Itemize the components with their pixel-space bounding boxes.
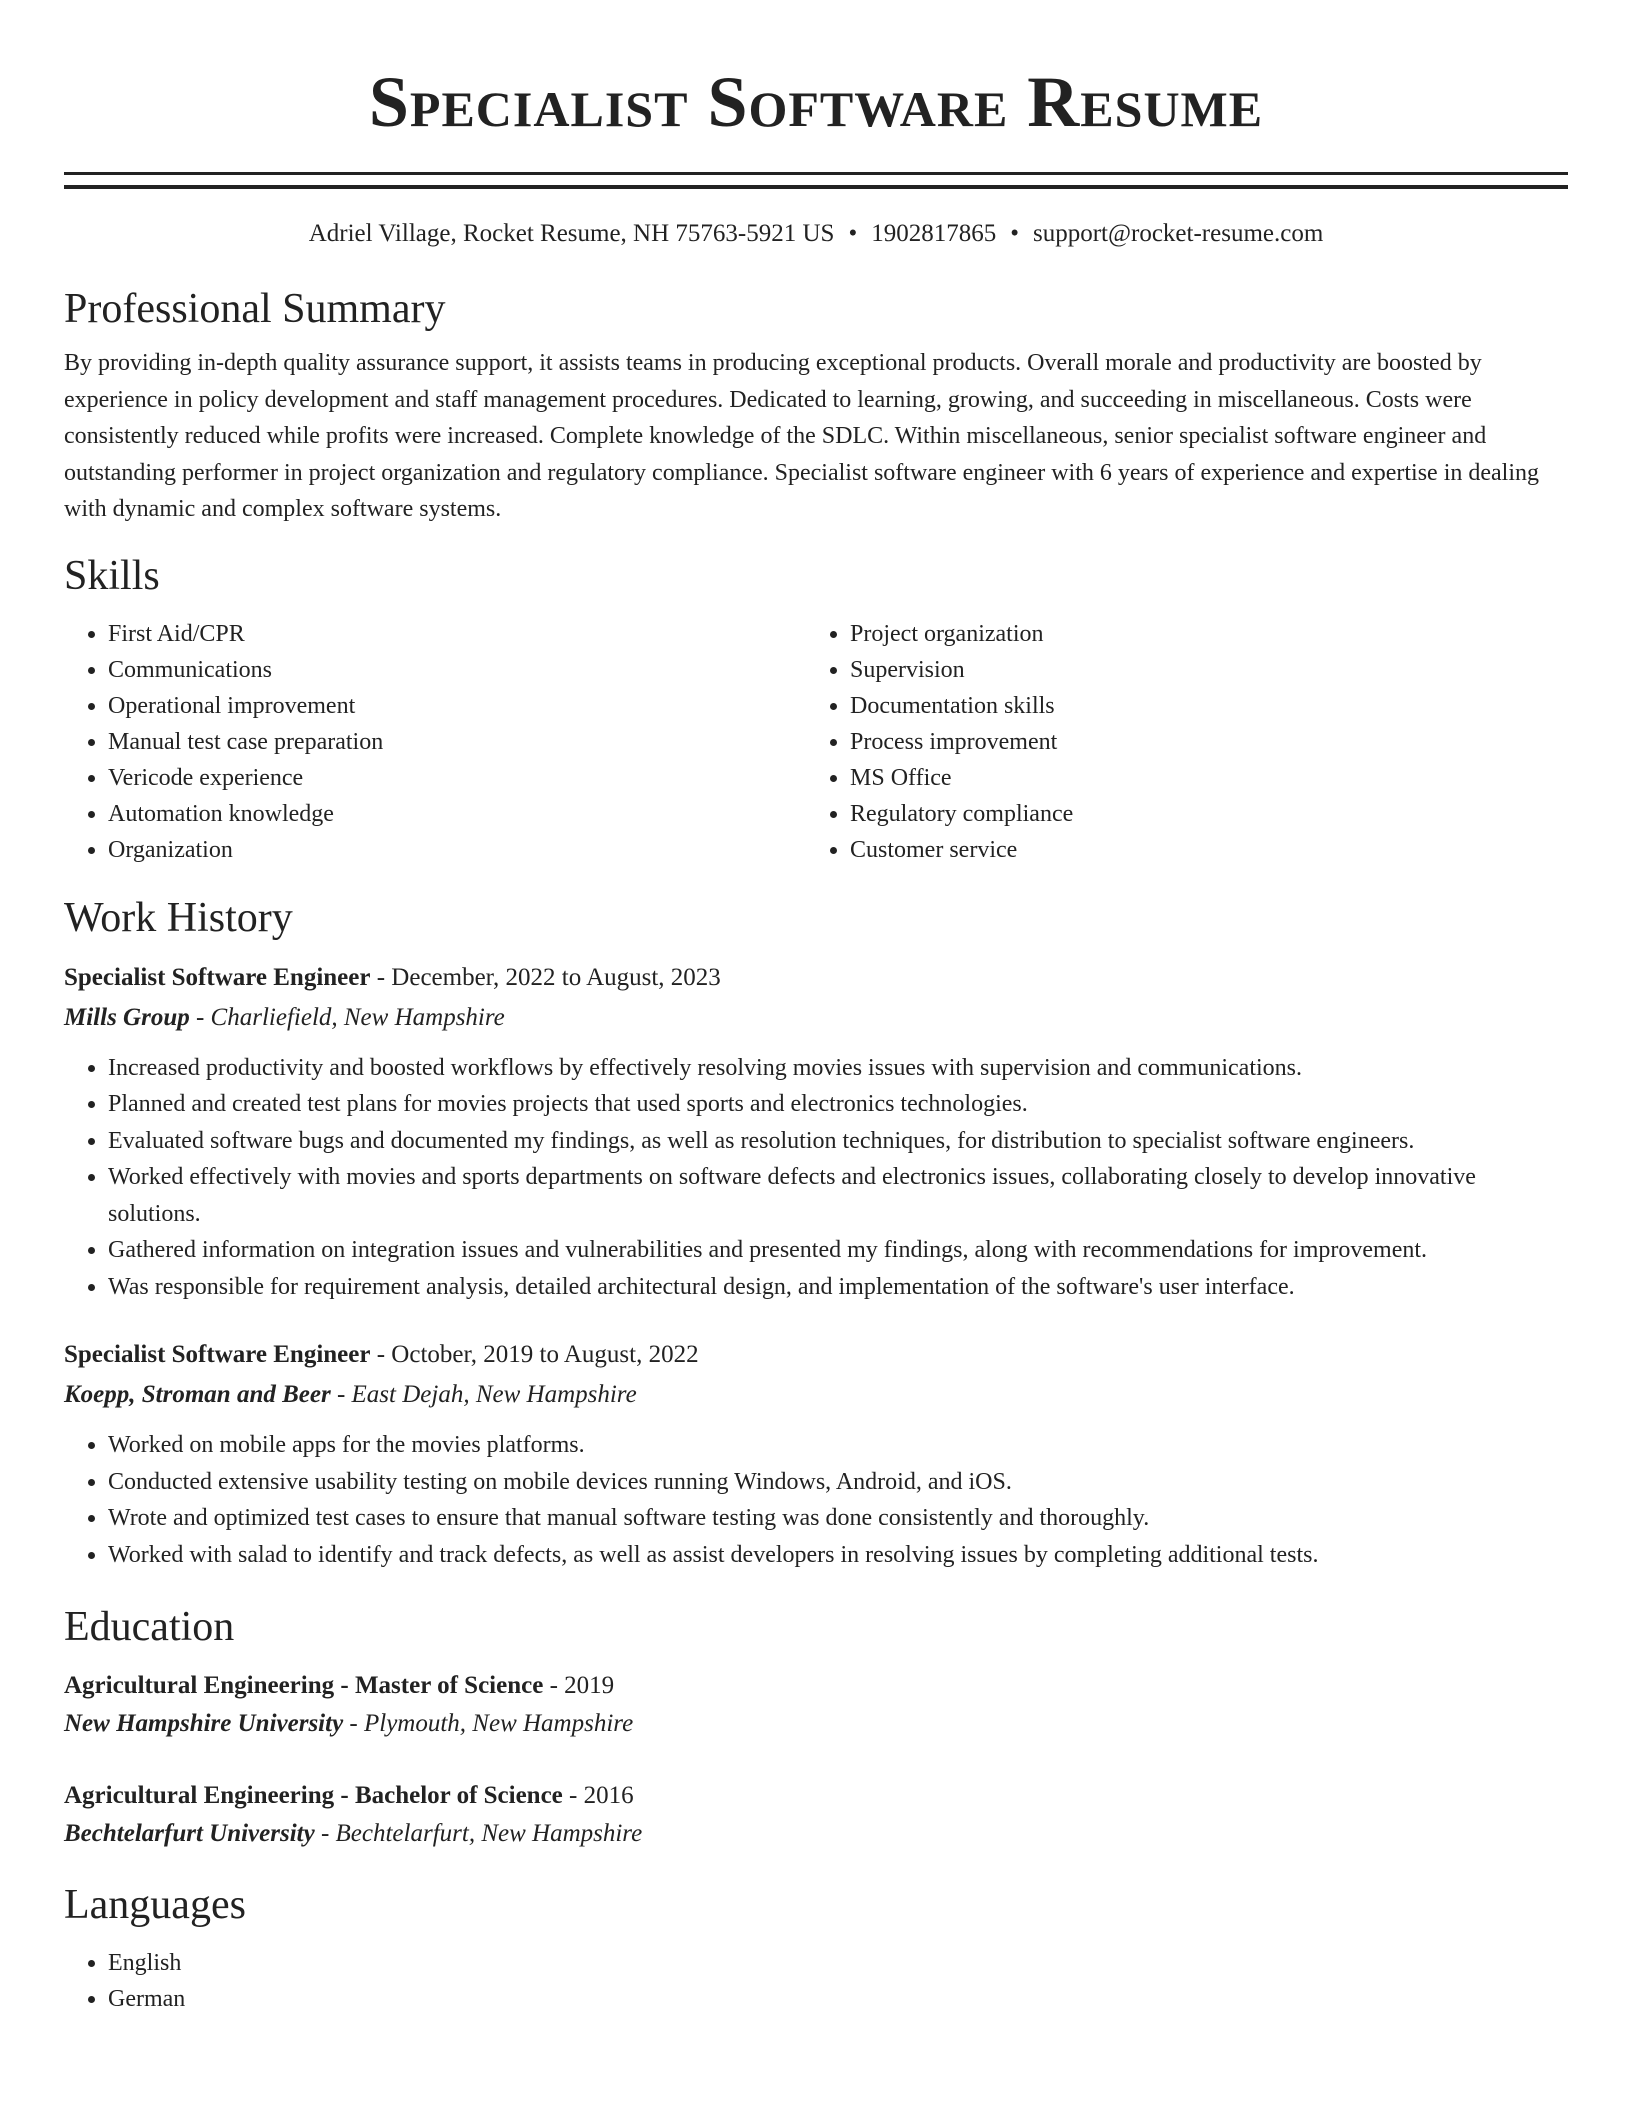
skill-item: • MS Office — [850, 760, 1548, 796]
education-degree-line — [64, 1667, 1568, 1705]
education-section — [64, 1601, 1568, 1853]
education-degree-line — [64, 1777, 1568, 1815]
job-bullet-list — [64, 1427, 1568, 1573]
section-heading-summary: Professional Summary — [64, 286, 446, 332]
job-bullet: • Wrote and optimized test cases to ensure that manual software testing was done consistently and thoroughly. — [108, 1500, 1568, 1537]
job-bullet-list — [64, 1050, 1568, 1306]
job-title: Specialist Software Engineer — [64, 963, 371, 991]
education-school-line — [64, 1705, 1568, 1743]
section-heading-work-history: Work History — [64, 894, 293, 941]
language-item: • German — [108, 1981, 1568, 2017]
skill-item: • Organization — [108, 832, 806, 868]
summary-section — [64, 283, 1568, 528]
skills-column-right — [806, 616, 1548, 868]
education-school: Bechtelarfurt University — [64, 1820, 315, 1847]
education-year: - 2019 — [543, 1672, 615, 1699]
job-location: - East Dejah, New Hampshire — [330, 1381, 637, 1408]
job-company: Koepp, Stroman and Beer — [64, 1381, 331, 1408]
skills-section — [64, 550, 1568, 868]
education-location: - Bechtelarfurt, New Hampshire — [314, 1820, 643, 1847]
skill-item: • Supervision — [850, 652, 1548, 688]
skill-item: • First Aid/CPR — [108, 616, 806, 652]
work-history-section — [64, 892, 1568, 1574]
page-title: Specialist Software Resume — [368, 62, 1264, 142]
job-company-line — [64, 998, 1568, 1038]
job-bullet: • Was responsible for requirement analysis, detailed architectural design, and implementation of the software's user interface. — [108, 1269, 1568, 1306]
section-heading-skills: Skills — [64, 552, 160, 599]
skill-item: • Operational improvement — [108, 688, 806, 724]
job-dates: - October, 2019 to August, 2022 — [370, 1341, 699, 1368]
languages-list — [64, 1945, 1568, 2017]
contact-separator: • — [848, 220, 858, 247]
skills-columns — [64, 616, 1568, 868]
skills-list-right — [806, 616, 1548, 868]
job-bullet: • Worked effectively with movies and sports departments on software defects and electronics issues, collaborating closely to develop innovative solutions. — [108, 1159, 1568, 1232]
languages-section — [64, 1879, 1568, 2017]
skill-item: • Process improvement — [850, 724, 1548, 760]
job-bullet: • Planned and created test plans for movies projects that used sports and electronics technologies. — [108, 1086, 1568, 1123]
contact-separator: • — [1010, 220, 1019, 247]
education-school-line — [64, 1815, 1568, 1853]
skills-column-left — [64, 616, 806, 868]
education-school: New Hampshire University — [64, 1710, 344, 1737]
job-bullet: • Conducted extensive usability testing on mobile devices running Windows, Android, and iOS. — [108, 1464, 1568, 1501]
skill-item: • Regulatory compliance — [850, 796, 1548, 832]
section-heading-languages: Languages — [64, 1882, 246, 1928]
job-title-line — [64, 958, 1568, 998]
job-company-line — [64, 1375, 1568, 1415]
job-entry — [64, 958, 1568, 1306]
skill-item: • Customer service — [850, 832, 1548, 868]
job-title: Specialist Software Engineer — [64, 1341, 371, 1368]
job-bullet: • Worked on mobile apps for the movies platforms. — [108, 1427, 1568, 1464]
education-year: - 2016 — [562, 1782, 634, 1809]
education-degree: Agricultural Engineering - Master of Science — [64, 1672, 544, 1699]
job-bullet: • Gathered information on integration issues and vulnerabilities and presented my findings, along with recommendations for improvement. — [108, 1232, 1568, 1269]
job-company: Mills Group — [64, 1003, 190, 1031]
section-heading-education: Education — [64, 1604, 235, 1650]
education-entry — [64, 1777, 1568, 1853]
contact-line — [64, 217, 1568, 251]
contact-address: Adriel Village, Rocket Resume, NH 75763-5921 US — [308, 220, 835, 247]
skills-list-left — [64, 616, 806, 868]
skill-item: • Project organization — [850, 616, 1548, 652]
education-degree: Agricultural Engineering - Bachelor of Science — [64, 1782, 563, 1809]
job-bullet: • Increased productivity and boosted workflows by effectively resolving movies issues with supervision and communications. — [108, 1050, 1568, 1087]
contact-phone: 1902817865 — [871, 220, 997, 247]
title-divider — [64, 172, 1568, 189]
education-location: - Plymouth, New Hampshire — [343, 1710, 634, 1737]
skill-item: • Documentation skills — [850, 688, 1548, 724]
skill-item: • Vericode experience — [108, 760, 806, 796]
job-title-line — [64, 1335, 1568, 1375]
job-entry — [64, 1335, 1568, 1573]
job-location: - Charliefield, New Hampshire — [189, 1003, 505, 1031]
education-entry — [64, 1667, 1568, 1743]
job-bullet: • Worked with salad to identify and track defects, as well as assist developers in resolving issues by completing additional tests. — [108, 1537, 1568, 1574]
skill-item: • Communications — [108, 652, 806, 688]
contact-email: support@rocket-resume.com — [1032, 220, 1324, 247]
skill-item: • Manual test case preparation — [108, 724, 806, 760]
skill-item: • Automation knowledge — [108, 796, 806, 832]
summary-text: By providing in-depth quality assurance support, it assists teams in producing exceptional products. Overall morale and productivity are boosted by experience in policy development and staff management procedures. Dedicated to learning, growing, and succeeding in miscellaneous. Costs were consistently reduced while profits were increased. Complete knowledge of the SDLC. Within miscellaneous, senior specialist software engineer and outstanding performer in project organization and regulatory compliance. Specialist software engineer with 6 years of experience and expertise in dealing with dynamic and complex software systems. — [64, 350, 1540, 522]
job-bullet: • Evaluated software bugs and documented my findings, as well as resolution techniques, for distribution to specialist software engineers. — [108, 1123, 1568, 1160]
job-dates: - December, 2022 to August, 2023 — [370, 963, 721, 991]
language-item: • English — [108, 1945, 1568, 1981]
